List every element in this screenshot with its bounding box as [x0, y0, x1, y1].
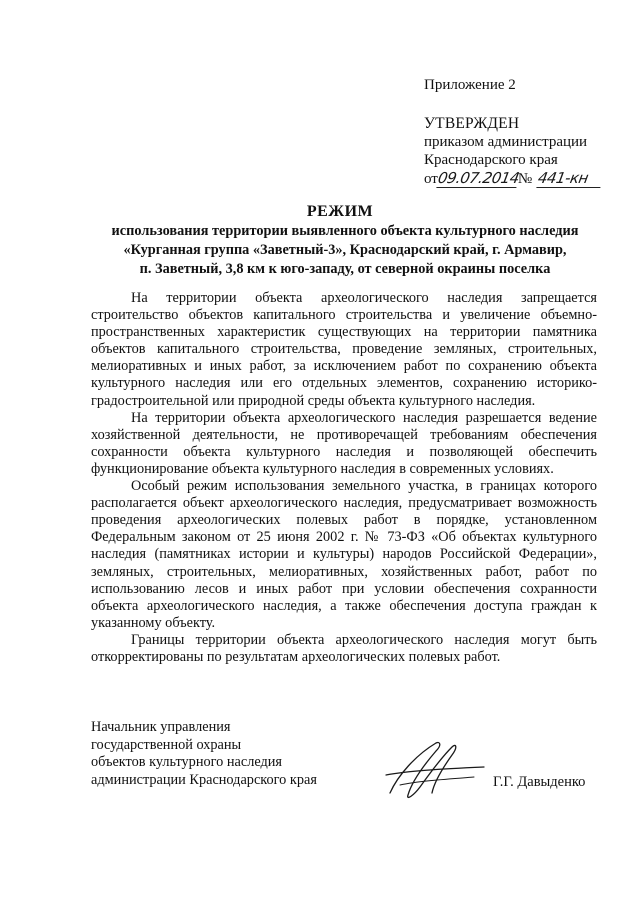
- signatory-name: Г.Г. Давыденко: [493, 774, 586, 790]
- handwritten-number: 441-кн: [536, 169, 603, 188]
- number-sign: №: [517, 171, 533, 187]
- approved-heading: УТВЕРЖДЕН: [424, 115, 520, 132]
- position-line-4: администрации Краснодарского края: [91, 771, 317, 788]
- document-title: РЕЖИМ: [306, 203, 374, 220]
- appendix-label: Приложение 2: [424, 77, 516, 93]
- approved-by-line-2: Краснодарского края: [424, 152, 558, 168]
- position-line-3: объектов культурного наследия: [91, 754, 282, 771]
- subtitle-line-1: использования территории выявленного объекта культурного наследия: [111, 223, 579, 239]
- paragraph-boundaries: Границы территории объекта археологического наследия могут быть откорректированы по результатам археологических полевых работ.: [91, 631, 597, 665]
- position-line-2: государственной охраны: [91, 736, 242, 753]
- paragraph-prohibitions: На территории объекта археологического наследия запрещается строительство объектов капитального строительства и увеличение объемно-пространственных характеристик существующих на территории памятника объектов капитального строительства, проведение земляных, строительных, мелиоративных и иных работ, за исключением работ по сохранению объекта культурного наследия или его отдельных элементов, сохранению историко-градостроительной или природной среды объекта культурного наследия.: [91, 290, 597, 409]
- subtitle-line-3: п. Заветный, 3,8 км к юго-западу, от северной окраины поселка: [139, 261, 551, 277]
- from-prefix: от: [424, 171, 438, 187]
- handwritten-date: 09.07.2014: [436, 169, 521, 187]
- subtitle-line-2: «Курганная группа «Заветный-3», Краснодарский край, г. Армавир,: [123, 242, 567, 258]
- document-body: [91, 290, 597, 666]
- position-line-1: Начальник управления: [91, 719, 231, 735]
- document-subtitle: [80, 222, 610, 279]
- signatory-position: [91, 719, 317, 789]
- paragraph-special-regime: Особый режим использования земельного участка, в границах которого располагается объект археологического наследия, предусматривает возможность проведения археологических полевых работ в порядке, установленном Федеральным законом от 25 июня 2002 г. № 73-ФЗ «Об объектах культурного наследия (памятниках истории и культуры) народов Российской Федерации», земляных, строительных, мелиоративных, хозяйственных работ, работ по использованию лесов и иных работ при условии обеспечения сохранности объекта археологического наследия, а также обеспечения доступа граждан к указанному объекту.: [91, 478, 597, 631]
- approved-by-line-1: приказом администрации: [424, 134, 588, 150]
- handwritten-signature-icon: [378, 735, 488, 805]
- paragraph-permissions: На территории объекта археологического наследия разрешается ведение хозяйственной деятельности, не противоречащей требованиям обеспечения сохранности объекта культурного наследия и позволяющей обеспечить функционирование объекта культурного наследия в современных условиях.: [91, 409, 597, 477]
- order-number-line: [424, 169, 629, 188]
- approval-block: [424, 115, 629, 188]
